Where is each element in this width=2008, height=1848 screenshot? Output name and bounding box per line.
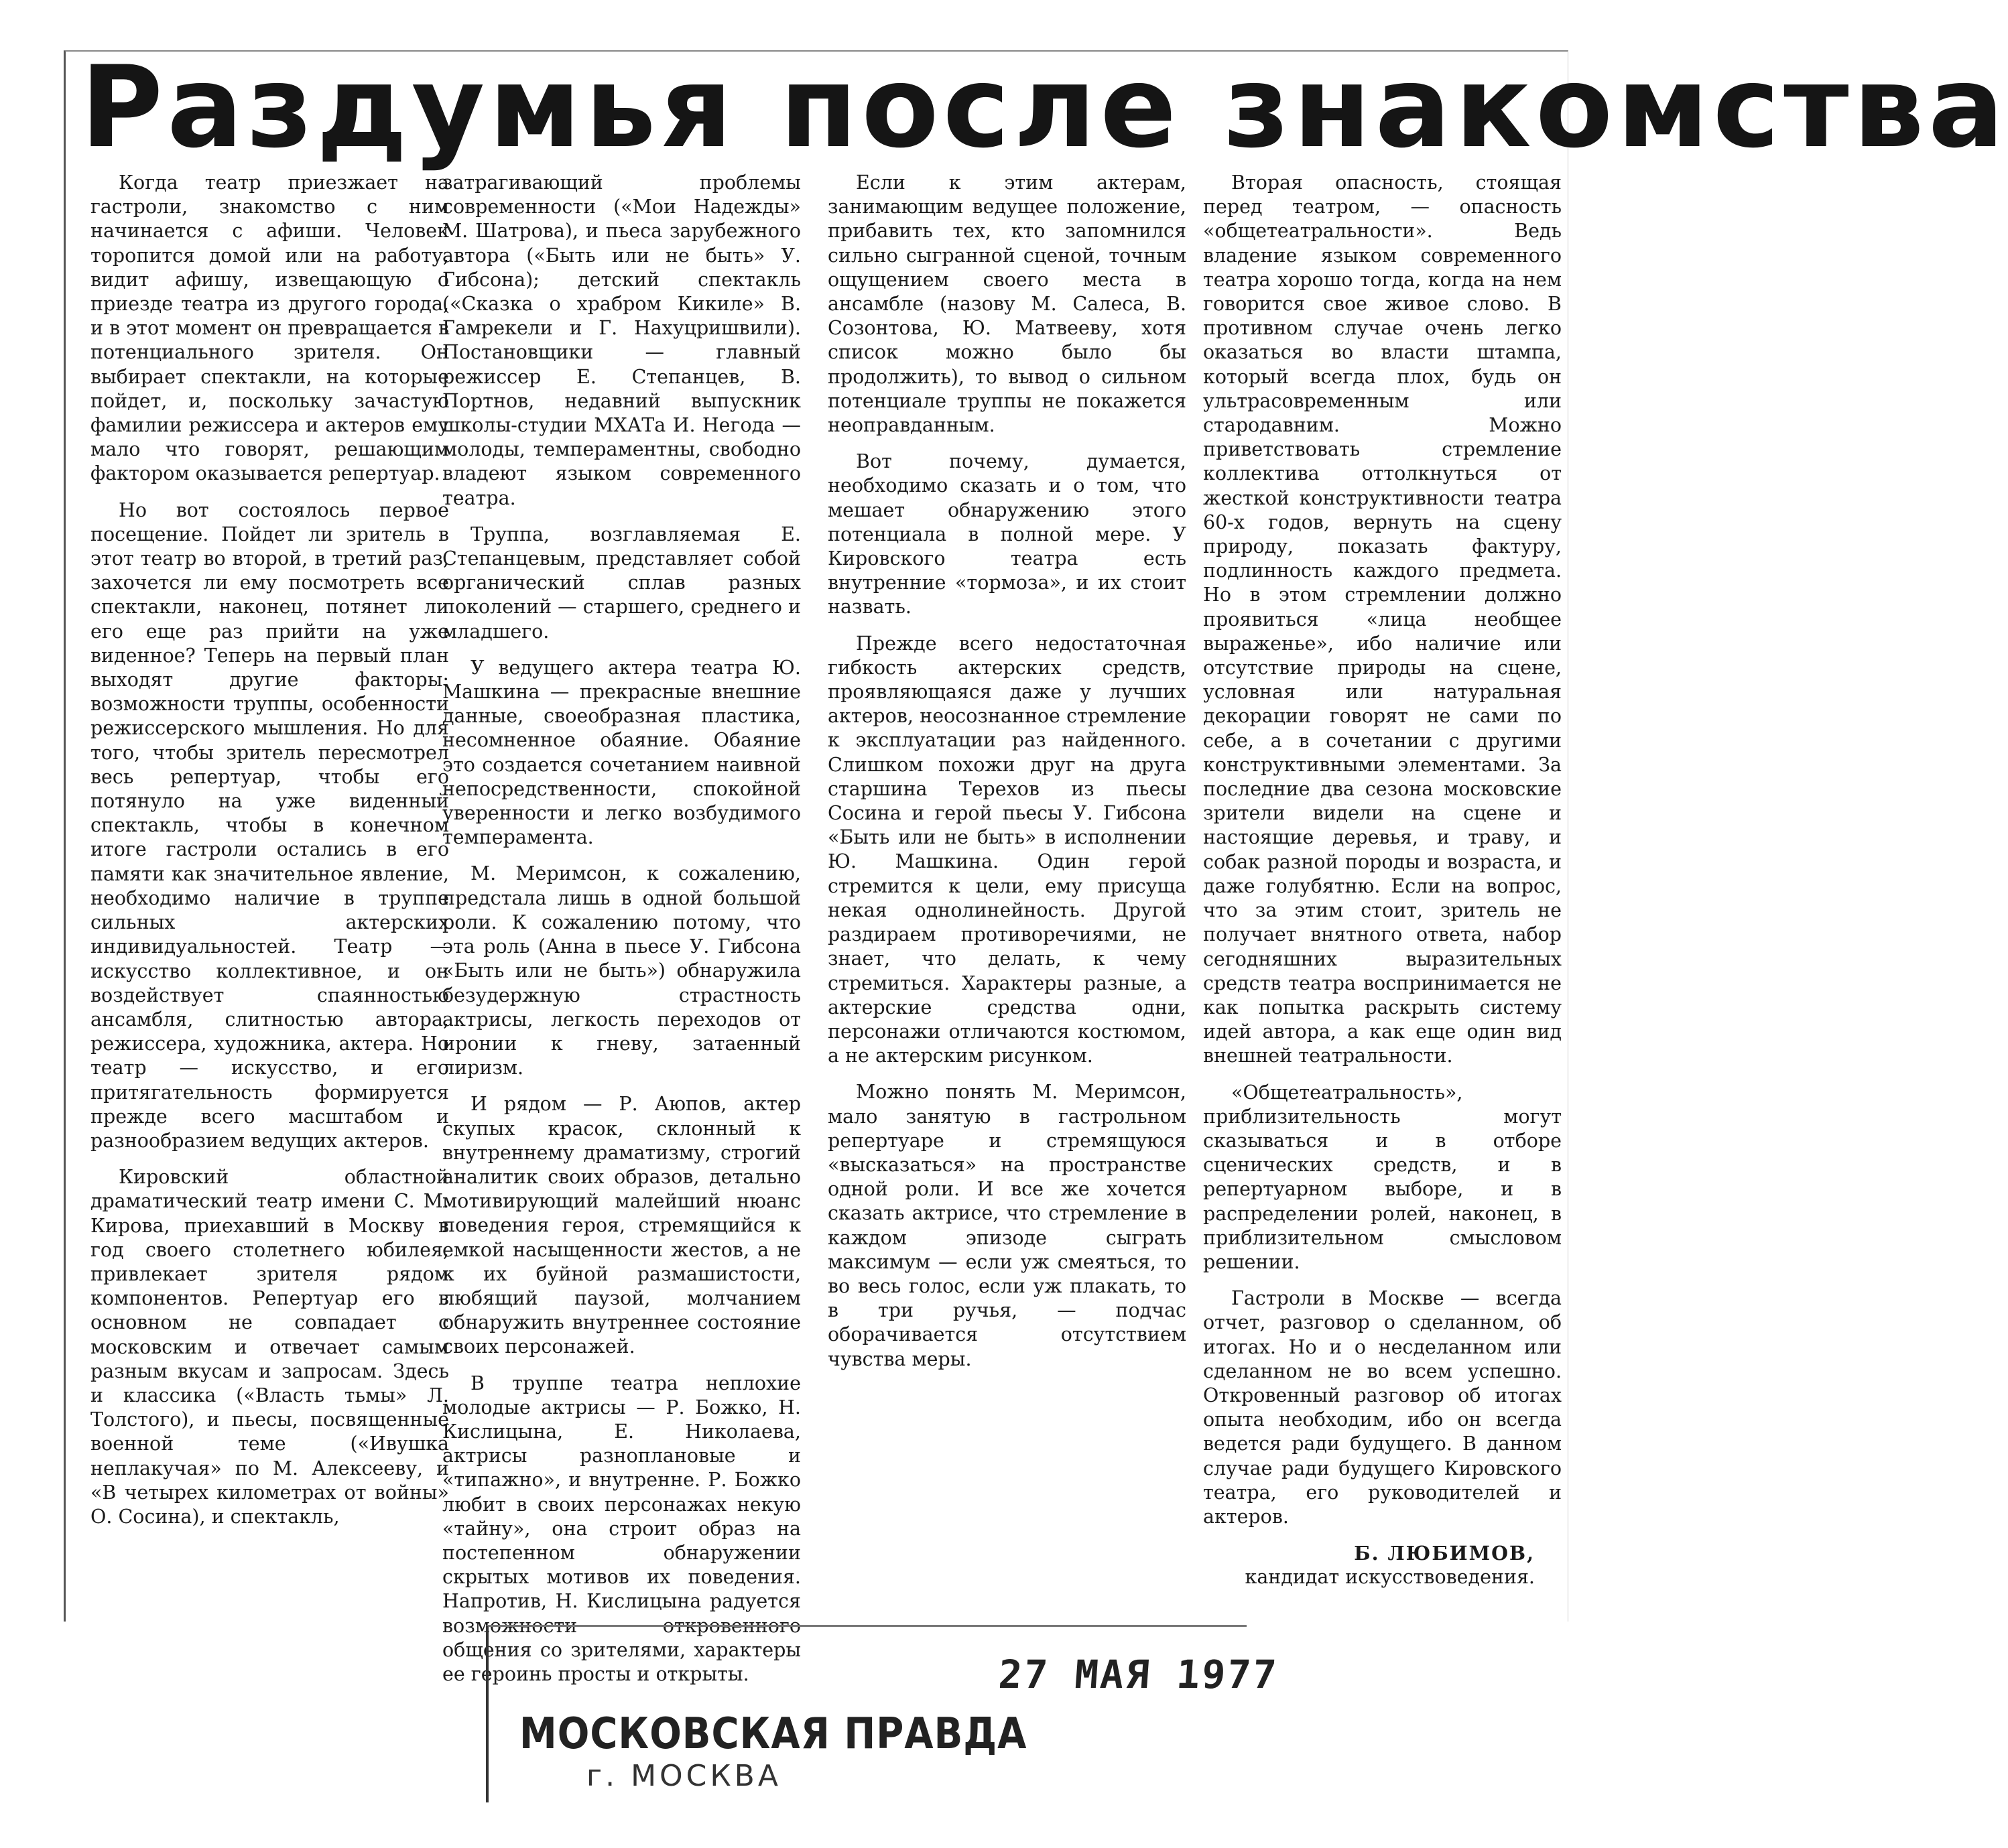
stamp-city: г. МОСКВА [586, 1759, 781, 1793]
article-paragraph: Если к этим актерам, занимающим ведущее положение, прибавить тех, кто запомнился сильно сыгранной сценой, точным ощущением своего места в ансамбле (назову М. Салеса, В. Созонтова, Ю. Матвееву, хотя список можно было бы продолжить), то вывод о сильном потенциале труппы не покажется неоправданным. [828, 172, 1186, 437]
article-paragraph: затрагивающий проблемы современности («Мои Надежды» М. Шатрова), и пьеса зарубежного автора («Быть или не быть» У. Гибсона); детский спектакль («Сказка о храбром Кикиле» В. Гамрекели и Г. Нахуцришвили). Постановщики — главный режиссер Е. Степанцев, В. Портнов, недавний выпускник школы-студии МХАТа И. Негода — молоды, темпераментны, свободно владеют языком современного театра. [442, 172, 801, 509]
article-paragraph: М. Меримсон, к сожалению, предстала лишь в одной большой роли. К сожалению потому, что эта роль (Анна в пьесе У. Гибсона «Быть или не быть») обнаружила безудержную страстность актрисы, легкость переходов от иронии к гневу, затаенный лиризм. [442, 862, 801, 1079]
article-column-2 [442, 171, 801, 1685]
article-paragraph: Кировский областной драматический театр имени С. М. Кирова, приехавший в Москву в год своего столетнего юбилея, привлекает зрителя рядом компонентов. Репертуар его в основном не совпадает с московским и отвечает самым разным вкусам и запросам. Здесь и классика («Власть тьмы» Л. Толстого), и пьесы, посвященные военной теме («Ивушка неплакучая» по М. Алексееву, и «В четырех километрах от войны» О. Сосина), и спектакль, [90, 1166, 449, 1528]
article-column-3 [828, 171, 1186, 1611]
article-paragraph: И рядом — Р. Аюпов, актер скупых красок, склонный к внутреннему драматизму, строгий аналитик своих образов, детально мотивирующий малейший нюанс поведения героя, стремящийся к емкой насыщенности жестов, а не к их буйной размашистости, любящий паузой, молчанием обнаружить внутреннее состояние своих персонажей. [442, 1093, 801, 1358]
article-paragraph: Когда театр приезжает на гастроли, знакомство с ним начинается с афиши. Человек торопится домой или на работу, видит афишу, извещающую о приезде театра из другого города, и в этот момент он превращается в потенциального зрителя. Он выбирает спектакли, на которые пойдет, и, поскольку зачастую фамилии режиссера и актеров ему мало что говорят, решающим фактором оказывается репертуар. [90, 172, 449, 485]
article-column-4 [1203, 171, 1562, 1611]
author-signature [1203, 1541, 1562, 1589]
article-paragraph: Труппа, возглавляемая Е. Степанцевым, представляет собой органический сплав разных поколений — старшего, среднего и младшего. [442, 523, 801, 643]
stamp-date: 27 МАЯ 1977 [997, 1652, 1280, 1697]
article-paragraph: В труппе театра неплохие молодые актрисы — Р. Божко, Н. Кислицына, Е. Николаева, актрисы разноплановые и «типажно», и внутренне. Р. Божко любит в своих персонажах некую «тайну», она строит образ на постепенном обнаружении скрытых мотивов их поведения. Напротив, Н. Кислицына радуется возможности откровенного общения со зрителями, характеры ее героинь просты и открыты. [442, 1372, 801, 1685]
article-paragraph: Вторая опасность, стоящая перед театром, — опасность «общетеатральности». Ведь владение языком современного театра хорошо тогда, когда на нем говорится свое живое слово. В противном случае очень легко оказаться во власти штампа, который всегда плох, будь он ультрасовременным или стародавним. Можно приветствовать стремление коллектива оттолкнуться от жесткой конструктивности театра 60-х годов, вернуть на сцену природу, показать фактуру, подлинность каждого предмета. Но в этом стремлении должно проявиться «лица необщее выраженье», ибо наличие или отсутствие природы на сцене, условная или натуральная декорации говорят не сами по себе, а в сочетании с другими конструктивными элементами. За последние два сезона московские зрители видели на сцене и настоящие деревья, и траву, и собак разной породы и возраста, и даже голубятню. Если на вопрос, что за этим стоит, зритель не получает внятного ответа, набор сегодняшних выразительных средств театра воспринимается не как попытка раскрыть систему идей автора, а как еще один вид внешней театральности. [1203, 172, 1562, 1067]
author-title: кандидат искусствоведения. [1245, 1566, 1535, 1589]
article-paragraph: Но вот состоялось первое посещение. Пойдет ли зритель в этот театр во второй, в третий раз, захочется ли ему посмотреть все спектакли, наконец, потянет ли его еще раз прийти на уже виденное? Теперь на первый план выходят другие факторы: возможности труппы, особенности режиссерского мышления. Но для того, чтобы зритель пересмотрел весь репертуар, чтобы его потянуло на уже виденный спектакль, чтобы в конечном итоге гастроли остались в его памяти как значительное явление, необходимо наличие в труппе сильных актерских индивидуальностей. Театр — искусство коллективное, и он воздействует спаянностью ансамбля, слитностью автора, режиссера, художника, актера. Но театр — искусство, и его притягательность формируется прежде всего масштабом и разнообразием ведущих актеров. [90, 499, 449, 1152]
article-paragraph: У ведущего актера театра Ю. Машкина — прекрасные внешние данные, своеобразная пластика, несомненное обаяние. Обаяние это создается сочетанием наивной непосредственности, спокойной уверенности и легко возбудимого темперамента. [442, 656, 801, 849]
article-paragraph: Вот почему, думается, необходимо сказать и о том, что мешает обнаружению этого потенциала в полной мере. У Кировского театра есть внутренние «тормоза», и их стоит назвать. [828, 450, 1186, 618]
stamp-newspaper: МОСКОВСКАЯ ПРАВДА [519, 1709, 1027, 1759]
article-paragraph: «Общетеатральность», приблизительность могут сказываться и в отборе сценических средств, и в репертуарном выборе, и в распределении ролей, наконец, в приблизительном смысловом решении. [1203, 1081, 1562, 1273]
article-column-1 [90, 171, 449, 1611]
article-paragraph: Прежде всего недостаточная гибкость актерских средств, проявляющаяся даже у лучших актеров, неосознанное стремление к эксплуатации раз найденного. Слишком похожи друг на друга старшина Терехов из пьесы Сосина и герой пьесы У. Гибсона «Быть или не быть» в исполнении Ю. Машкина. Один герой стремится к цели, ему присуща некая однолинейность. Другой раздираем противоречиями, не знает, что делать, к чему стремиться. Характеры разные, а актерские средства одни, персонажи отличаются костюмом, а не актерским рисунком. [828, 632, 1186, 1067]
author-name: Б. ЛЮБИМОВ, [1354, 1542, 1535, 1565]
article-paragraph: Можно понять М. Меримсон, мало занятую в гастрольном репертуаре и стремящуюся «высказаться» на пространстве одной роли. И все же хочется сказать актрисе, что стремление в каждом эпизоде сыграть максимум — если уж смеяться, то во весь голос, если уж плакать, то в три ручья, — подчас оборачивается отсутствием чувства меры. [828, 1081, 1186, 1370]
article-paragraph: Гастроли в Москве — всегда отчет, разговор о сделанном, об итогах. Но и о несделанном или сделанном не во всем успешно. Откровенный разговор об итогах опыта необходим, ибо он всегда ведется ради будущего. В данном случае ради будущего Кировского театра, его руководителей и актеров. [1203, 1287, 1562, 1528]
article-headline: Раздумья после знакомства [80, 42, 2008, 173]
